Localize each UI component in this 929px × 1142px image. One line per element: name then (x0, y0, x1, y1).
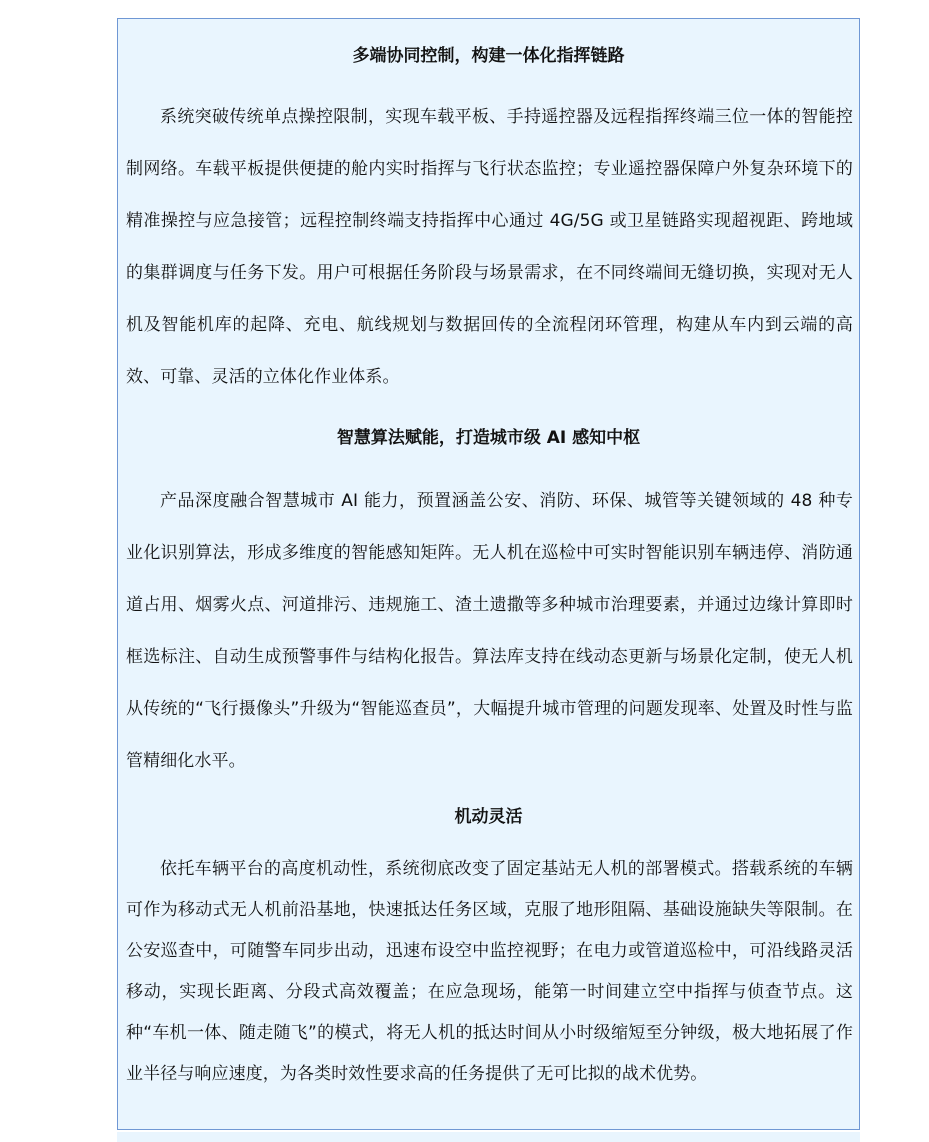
content-panel (117, 18, 860, 1130)
section-body-smart-algorithm: 产品深度融合智慧城市 AI 能力，预置涵盖公安、消防、环保、城管等关键领域的 48 种专业化识别算法，形成多维度的智能感知矩阵。无人机在巡检中可实时智能识别车辆违停、消防通道占用、烟雾火点、河道排污、违规施工、渣土遗撒等多种城市治理要素，并通过边缘计算即时框选标注、自动生成预警事件与结构化报告。算法库支持在线动态更新与场景化定制，使无人机从传统的“飞行摄像头”升级为“智能巡查员”，大幅提升城市管理的问题发现率、处置及时性与监管精细化水平。 (126, 491, 853, 771)
section-heading-smart-algorithm: 智慧算法赋能，打造城市级 AI 感知中枢 (336, 428, 641, 448)
section-body-mobility: 依托车辆平台的高度机动性，系统彻底改变了固定基站无人机的部署模式。搭载系统的车辆可作为移动式无人机前沿基地，快速抵达任务区域，克服了地形阻隔、基础设施缺失等限制。在公安巡查中，可随警车同步出动，迅速布设空中监控视野；在电力或管道巡检中，可沿线路灵活移动，实现长距离、分段式高效覆盖；在应急现场，能第一时间建立空中指挥与侦查节点。这种“车机一体、随走随飞”的模式，将无人机的抵达时间从小时级缩短至分钟级，极大地拓展了作业半径与响应速度，为各类时效性要求高的任务提供了无可比拟的战术优势。 (126, 859, 853, 1084)
section-body-multi-terminal-control: 系统突破传统单点操控限制，实现车载平板、手持遥控器及远程指挥终端三位一体的智能控制网络。车载平板提供便捷的舱内实时指挥与飞行状态监控；专业遥控器保障户外复杂环境下的精准操控与应急接管；远程控制终端支持指挥中心通过 4G/5G 或卫星链路实现超视距、跨地域的集群调度与任务下发。用户可根据任务阶段与场景需求，在不同终端间无缝切换，实现对无人机及智能机库的起降、充电、航线规划与数据回传的全流程闭环管理，构建从车内到云端的高效、可靠、灵活的立体化作业体系。 (126, 107, 853, 387)
section-heading-multi-terminal-control: 多端协同控制，构建一体化指挥链路 (352, 46, 625, 66)
section-heading-mobility: 机动灵活 (454, 807, 523, 827)
panel-bottom-strip (117, 1132, 860, 1142)
